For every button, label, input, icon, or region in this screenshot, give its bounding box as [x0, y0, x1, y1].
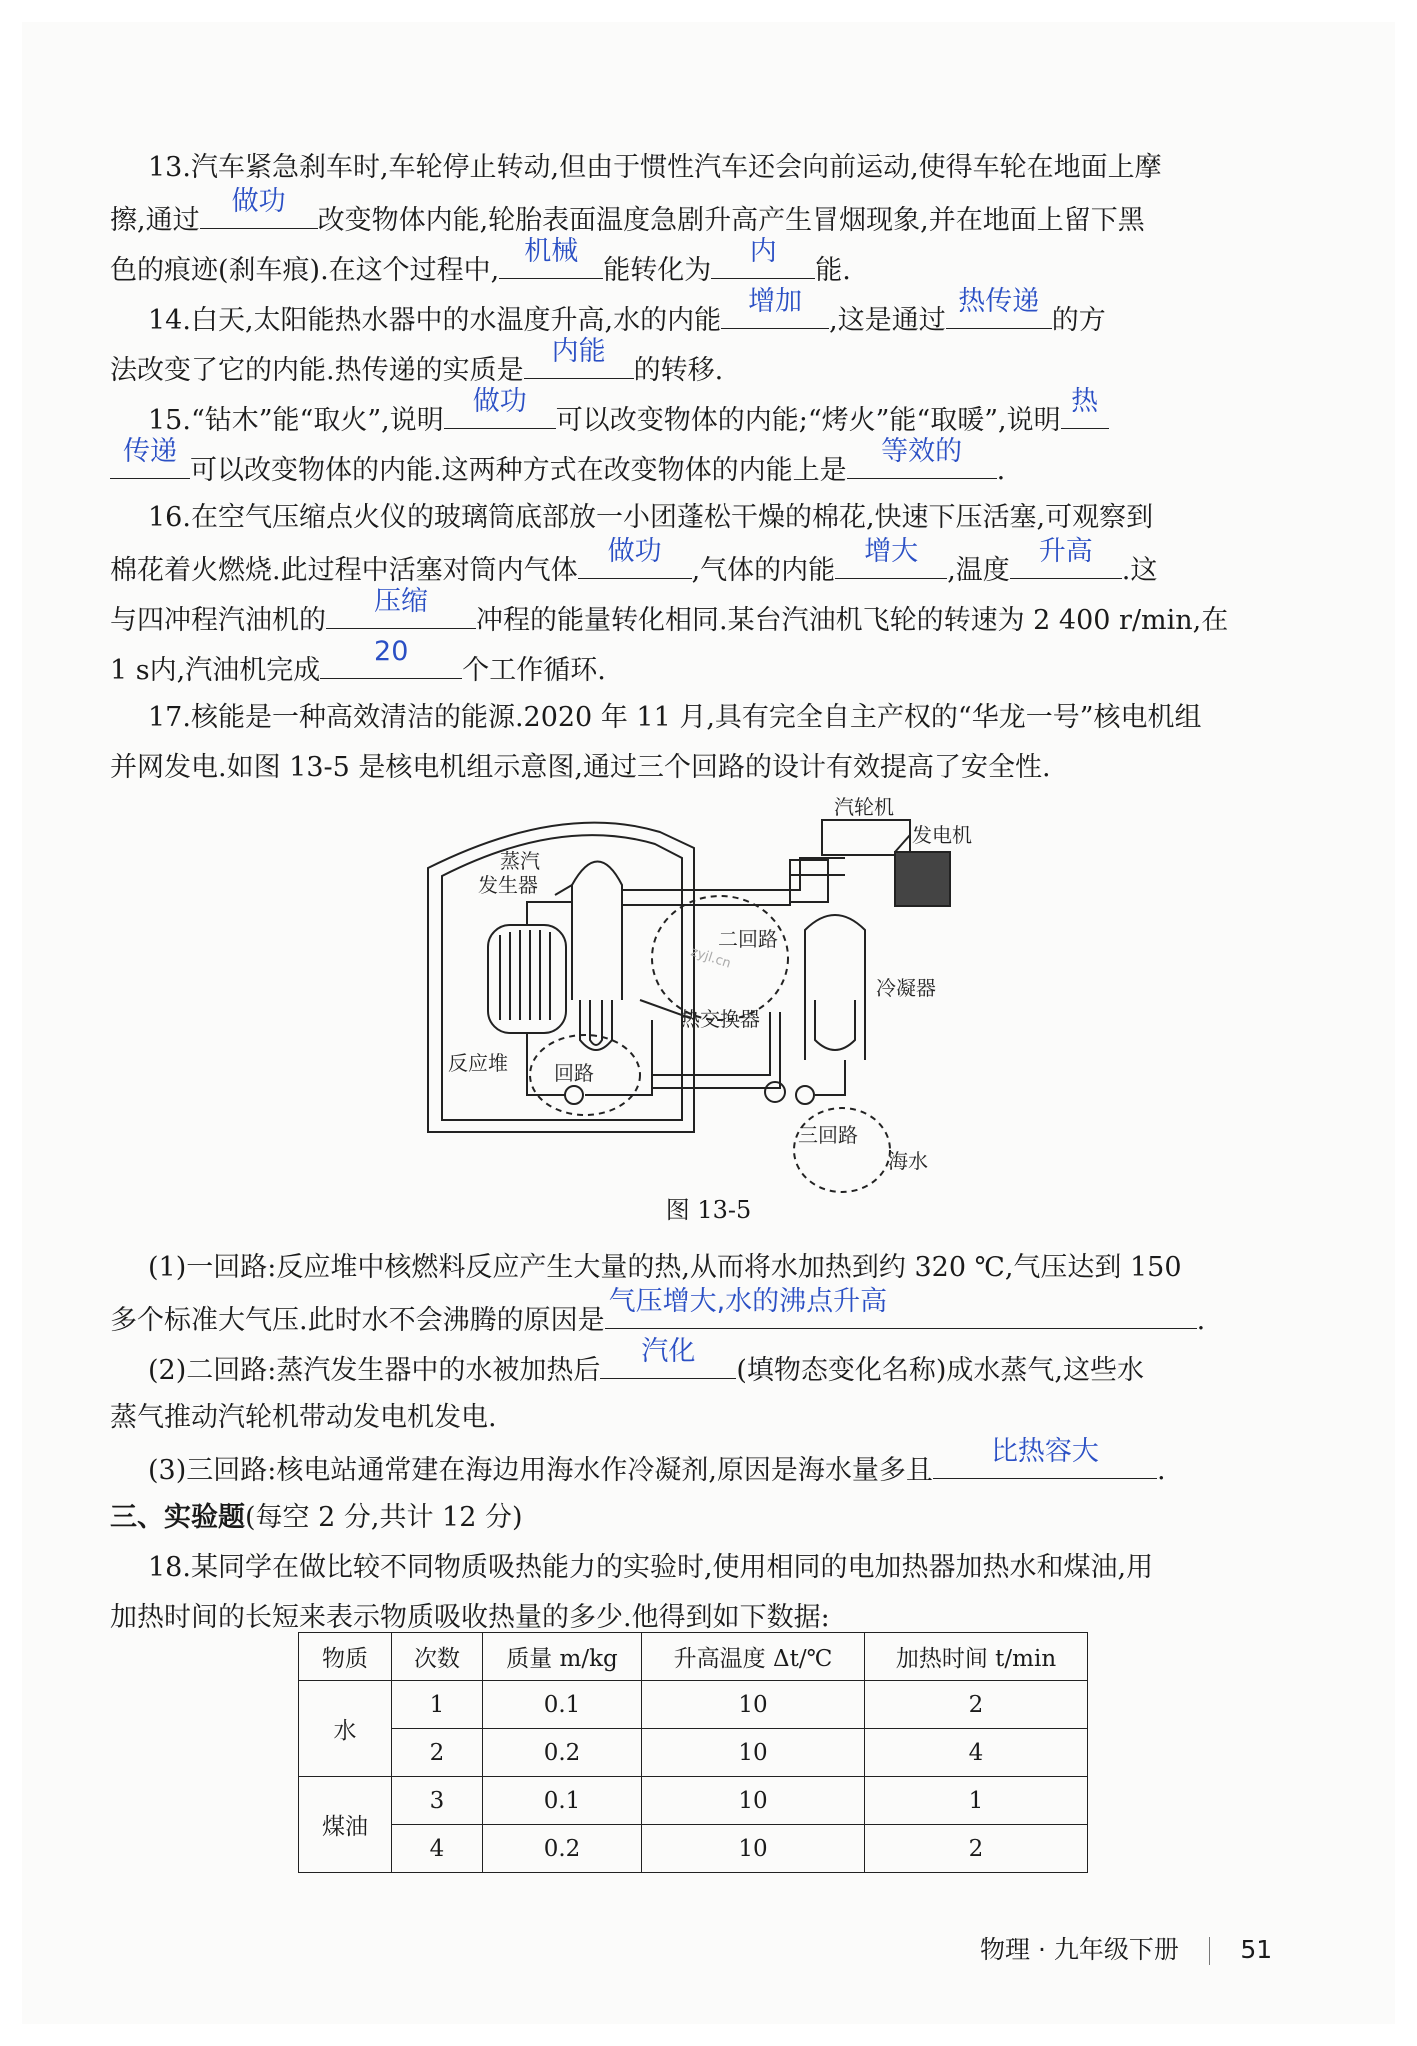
table-cell: 0.2	[483, 1825, 642, 1873]
table-header-cell: 质量 m/kg	[483, 1633, 642, 1681]
table-cell: 2	[865, 1681, 1088, 1729]
primary-pipe-top	[527, 902, 572, 925]
q16-line-1: 16.在空气压缩点火仪的玻璃筒底部放一小团蓬松干燥的棉花,快速下压活塞,可观察到	[148, 502, 1154, 533]
label-steam-gen-1: 蒸汽	[500, 849, 540, 873]
section-3-heading	[110, 1498, 1290, 1538]
generator-block	[895, 852, 950, 906]
q15-answer-1: 做功	[472, 386, 527, 417]
figure-caption: 图 13-5	[665, 1196, 752, 1224]
label-steam-gen-2: 发生器	[478, 873, 538, 897]
q17-part1-line-1: (1)一回路:反应堆中核燃料反应产生大量的热,从而将水加热到约 320 ℃,气压达到 150	[148, 1252, 1182, 1283]
table-cell: 1	[392, 1681, 483, 1729]
table-cell: 10	[642, 1729, 865, 1777]
table-cell: 10	[642, 1777, 865, 1825]
q16-answer-2: 增大	[864, 536, 919, 567]
q16-answer-1: 做功	[607, 536, 662, 567]
table-cell: 2	[392, 1729, 483, 1777]
table-cell: 2	[865, 1825, 1088, 1873]
data-table	[298, 1632, 1088, 1873]
table-row	[299, 1825, 1088, 1873]
q18-line-2: 加热时间的长短来表示物质吸收热量的多少.他得到如下数据:	[110, 1602, 830, 1633]
table-row	[299, 1729, 1088, 1777]
q17-part2-line-1: (2)二回路:蒸汽发生器中的水被加热后 汽化 (填物态变化名称)成水蒸气,这些水	[148, 1348, 1328, 1391]
fuel-rods	[500, 930, 550, 1020]
q13-line-2: 擦,通过 做功 改变物体内能,轮胎表面温度急剧升高产生冒烟现象,并在地面上留下黑	[110, 198, 1290, 241]
table-cell: 0.1	[483, 1681, 642, 1729]
q17-blank-2	[600, 1336, 736, 1379]
q17-answer-2: 汽化	[641, 1336, 696, 1367]
turbine-block	[790, 860, 828, 902]
table-row	[299, 1681, 1088, 1729]
label-loop1: 回路	[554, 1061, 594, 1085]
q17-answer-1: 气压增大,水的沸点升高	[608, 1286, 888, 1317]
secondary-pump	[765, 1082, 785, 1102]
q17-blank-1	[605, 1286, 1197, 1329]
q16-line-4: 1 s内,汽油机完成 20 个工作循环.	[110, 648, 1290, 691]
q13-line-1: 13.汽车紧急刹车时,车轮停止转动,但由于惯性汽车还会向前运动,使得车轮在地面上摩	[148, 152, 1162, 183]
label-condenser: 冷凝器	[876, 976, 936, 1000]
q15-answer-2a: 热	[1071, 386, 1099, 417]
leader-steam-gen	[555, 885, 572, 895]
q14-line-2: 法改变了它的内能.热传递的实质是 内能 的转移.	[110, 348, 1290, 391]
loop3-circle	[794, 1108, 890, 1192]
q13-line-3: 色的痕迹(刹车痕).在这个过程中, 机械 能转化为 内 能.	[110, 248, 1290, 291]
table-row	[299, 1777, 1088, 1825]
q17-line-1: 17.核能是一种高效清洁的能源.2020 年 11 月,具有完全自主产权的“华龙一号”核电机组	[148, 702, 1202, 733]
q17-answer-3: 比热容大	[990, 1436, 1099, 1467]
q15-answer-2b: 传递	[123, 436, 177, 467]
q15-line-2: 传递 可以改变物体的内能.这两种方式在改变物体的内能上是 等效的 .	[110, 448, 1290, 491]
label-exchanger: 热交换器	[680, 1007, 760, 1031]
table-header-row	[299, 1633, 1088, 1681]
label-reactor: 反应堆	[448, 1051, 508, 1075]
label-loop3: 三回路	[798, 1123, 858, 1147]
q15-answer-3: 等效的	[881, 436, 963, 467]
table-cell: 10	[642, 1825, 865, 1873]
q16-answer-3: 升高	[1038, 536, 1093, 567]
condenser-coil	[815, 1000, 855, 1050]
label-seawater: 海水	[888, 1149, 928, 1173]
steam-generator	[572, 862, 622, 1001]
label-generator: 发电机	[912, 823, 972, 847]
tertiary-pump	[796, 1086, 814, 1104]
page-footer	[980, 1930, 1272, 1966]
u-tube-bundle	[580, 1000, 612, 1050]
section-3-title: 三、实验题	[110, 1502, 245, 1533]
footer-divider	[1209, 1937, 1211, 1965]
table-header-cell: 升高温度 Δt/℃	[642, 1633, 865, 1681]
q16-line-3: 与四冲程汽油机的 压缩 冲程的能量转化相同.某台汽油机飞轮的转速为 2 400 r/min,在	[110, 598, 1290, 641]
q13-answer-1: 做功	[231, 186, 286, 217]
table-cell: 0.1	[483, 1777, 642, 1825]
table-header-cell: 次数	[392, 1633, 483, 1681]
q17-line-2: 并网发电.如图 13-5 是核电机组示意图,通过三个回路的设计有效提高了安全性.	[110, 752, 1051, 783]
q13-answer-2: 机械	[524, 236, 579, 267]
q17-part2-line-2: 蒸气推动汽轮机带动发电机发电.	[110, 1402, 497, 1433]
label-turbine: 汽轮机	[834, 795, 894, 819]
primary-return-pipe	[585, 1020, 652, 1095]
book-title: 物理 · 九年级下册	[980, 1935, 1179, 1964]
q14-answer-2: 热传递	[958, 286, 1040, 317]
table-header-cell: 物质	[299, 1633, 392, 1681]
watermark: zyjl.cn	[688, 944, 733, 972]
table-cell: 4	[392, 1825, 483, 1873]
primary-pump	[565, 1086, 583, 1104]
q17-blank-3	[933, 1436, 1157, 1479]
q14-answer-1: 增加	[748, 286, 803, 317]
table-cell: 3	[392, 1777, 483, 1825]
containment-outline	[428, 823, 694, 1132]
seawater-pipe	[815, 1060, 845, 1095]
table-cell: 10	[642, 1681, 865, 1729]
q16-line-2: 棉花着火燃烧.此过程中活塞对筒内气体 做功 ,气体的内能 增大 ,温度 升高 .这	[110, 548, 1290, 591]
q16-answer-4: 压缩	[374, 586, 428, 617]
leader-generator	[895, 835, 910, 852]
table-cell: 1	[865, 1777, 1088, 1825]
page-number: 51	[1240, 1935, 1273, 1964]
q18-line-1: 18.某同学在做比较不同物质吸热能力的实验时,使用相同的电加热器加热水和煤油,用	[148, 1552, 1154, 1583]
q17-part3-line: (3)三回路:核电站通常建在海边用海水作冷凝剂,原因是海水量多且 比热容大 .	[148, 1448, 1328, 1491]
section-3-note: (每空 2 分,共计 12 分)	[245, 1502, 523, 1533]
q16-answer-5: 20	[374, 636, 409, 667]
q14-answer-3: 内能	[551, 336, 606, 367]
table-cell: 4	[865, 1729, 1088, 1777]
table-substance-cell: 水	[299, 1681, 392, 1777]
q17-part1-line-2: 多个标准大气压.此时水不会沸腾的原因是 气压增大,水的沸点升高 .	[110, 1298, 1290, 1341]
table-cell: 0.2	[483, 1729, 642, 1777]
q13-answer-3: 内	[749, 236, 777, 267]
q15-line-1: 15.“钻木”能“取火”,说明 做功 可以改变物体的内能;“烤火”能“取暖”,说明 热	[148, 398, 1328, 441]
label-loop2: 二回路	[718, 927, 778, 951]
table-substance-cell: 煤油	[299, 1777, 392, 1873]
table-header-cell: 加热时间 t/min	[865, 1633, 1088, 1681]
q14-line-1: 14.白天,太阳能热水器中的水温度升高,水的内能 增加 ,这是通过 热传递 的方	[148, 298, 1328, 341]
